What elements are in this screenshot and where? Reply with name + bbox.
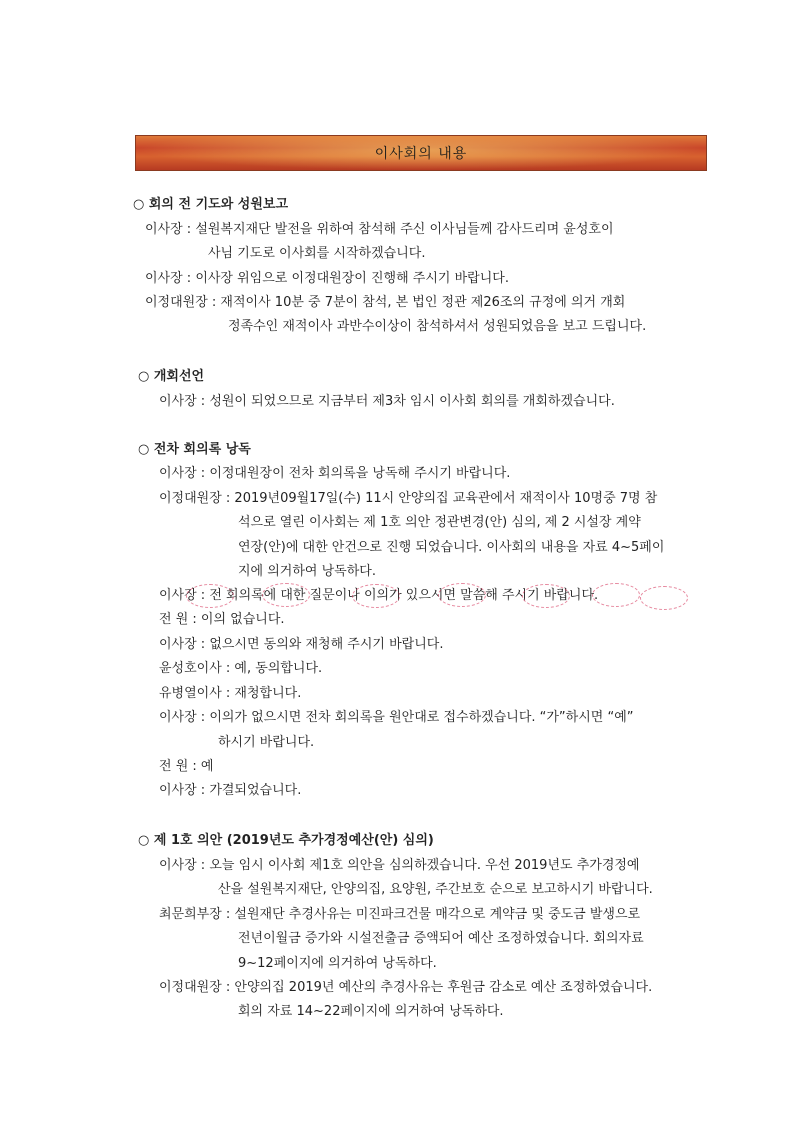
minutes-line: 산을 설원복지재단, 안양의집, 요양원, 주간보호 순으로 보고하시기 바랍니다. bbox=[218, 882, 653, 897]
minutes-line: 사님 기도로 이사회를 시작하겠습니다. bbox=[208, 246, 426, 261]
minutes-line: 이사장 : 설원복지재단 발전을 위하여 참석해 주신 이사님들께 감사드리며 윤성호이 bbox=[145, 222, 614, 237]
minutes-line: 윤성호이사 : 예, 동의합니다. bbox=[159, 661, 323, 676]
minutes-line: 9~12페이지에 의거하여 낭독하다. bbox=[238, 956, 437, 971]
seal-stamp bbox=[438, 583, 486, 607]
minutes-line: 최문희부장 : 설원재단 추경사유는 미진파크건물 매각으로 계약금 및 중도금 발생으로 bbox=[159, 907, 641, 922]
section-title-banner bbox=[135, 135, 707, 171]
seal-stamp bbox=[522, 584, 570, 608]
section-heading-previous-minutes: ○ 전차 회의록 낭독 bbox=[138, 442, 251, 457]
seal-stamp bbox=[352, 584, 400, 608]
section-heading-agenda-1: ○ 제 1호 의안 (2019년도 추가경정예산(안) 심의) bbox=[138, 833, 434, 848]
minutes-line: 이정대원장 : 재적이사 10분 중 7분이 참석, 본 법인 정관 제26조의 규정에 의거 개회 bbox=[145, 295, 626, 310]
minutes-line: 이사장 : 이사장 위임으로 이정대원장이 진행해 주시기 바랍니다. bbox=[145, 271, 509, 286]
minutes-line: 정족수인 재적이사 과반수이상이 참석하셔서 성원되었음을 보고 드립니다. bbox=[228, 319, 647, 334]
minutes-line: 하시기 바랍니다. bbox=[218, 735, 315, 750]
minutes-line: 이사장 : 가결되었습니다. bbox=[159, 783, 302, 798]
minutes-line: 전년이월금 증가와 시설전출금 증액되어 예산 조정하였습니다. 회의자료 bbox=[238, 931, 644, 946]
minutes-line: 이사장 : 이정대원장이 전차 회의록을 낭독해 주시기 바랍니다. bbox=[159, 466, 511, 481]
minutes-line: 전 원 : 예 bbox=[159, 759, 214, 774]
minutes-line: 지에 의거하여 낭독하다. bbox=[238, 564, 376, 579]
seal-stamp bbox=[186, 584, 234, 608]
minutes-line: 회의 자료 14~22페이지에 의거하여 낭독하다. bbox=[238, 1004, 504, 1019]
minutes-line: 이정대원장 : 2019년09월17일(수) 11시 안양의집 교육관에서 재적이사 10명중 7명 참 bbox=[159, 491, 658, 506]
minutes-line: 연장(안)에 대한 안건으로 진행 되었습니다. 이사회의 내용을 자료 4~5페이 bbox=[238, 540, 665, 555]
minutes-line: 석으로 열린 이사회는 제 1호 의안 정관변경(안) 심의, 제 2 시설장 계약 bbox=[238, 515, 641, 530]
section-heading-opening: ○ 개회선언 bbox=[138, 369, 205, 384]
minutes-line: 전 원 : 이의 없습니다. bbox=[159, 612, 285, 627]
minutes-line: 이사장 : 전 회의록에 대한 질문이나 이의가 있으시면 말씀해 주시기 바랍니다. bbox=[159, 588, 599, 603]
minutes-line: 이사장 : 없으시면 동의와 재청해 주시기 바랍니다. bbox=[159, 637, 444, 652]
minutes-line: 이사장 : 오늘 임시 이사회 제1호 의안을 심의하겠습니다. 우선 2019년도 추가경정예 bbox=[159, 858, 640, 873]
minutes-line: 이사장 : 성원이 되었으므로 지금부터 제3차 임시 이사회 회의를 개회하겠습니다. bbox=[159, 394, 615, 409]
seal-stamp bbox=[640, 586, 688, 610]
minutes-line: 이정대원장 : 안양의집 2019년 예산의 추경사유는 후원금 감소로 예산 조정하였습니다. bbox=[159, 980, 653, 995]
section-heading-prayer: ○ 회의 전 기도와 성원보고 bbox=[133, 197, 289, 212]
minutes-line: 유병열이사 : 재청합니다. bbox=[159, 686, 302, 701]
seal-stamp bbox=[262, 583, 310, 607]
seal-stamp bbox=[592, 583, 640, 607]
minutes-line: 이사장 : 이의가 없으시면 전차 회의록을 원안대로 접수하겠습니다. “가”하시면 “예” bbox=[159, 710, 634, 725]
banner-title: 이사회의 내용 bbox=[374, 146, 468, 162]
